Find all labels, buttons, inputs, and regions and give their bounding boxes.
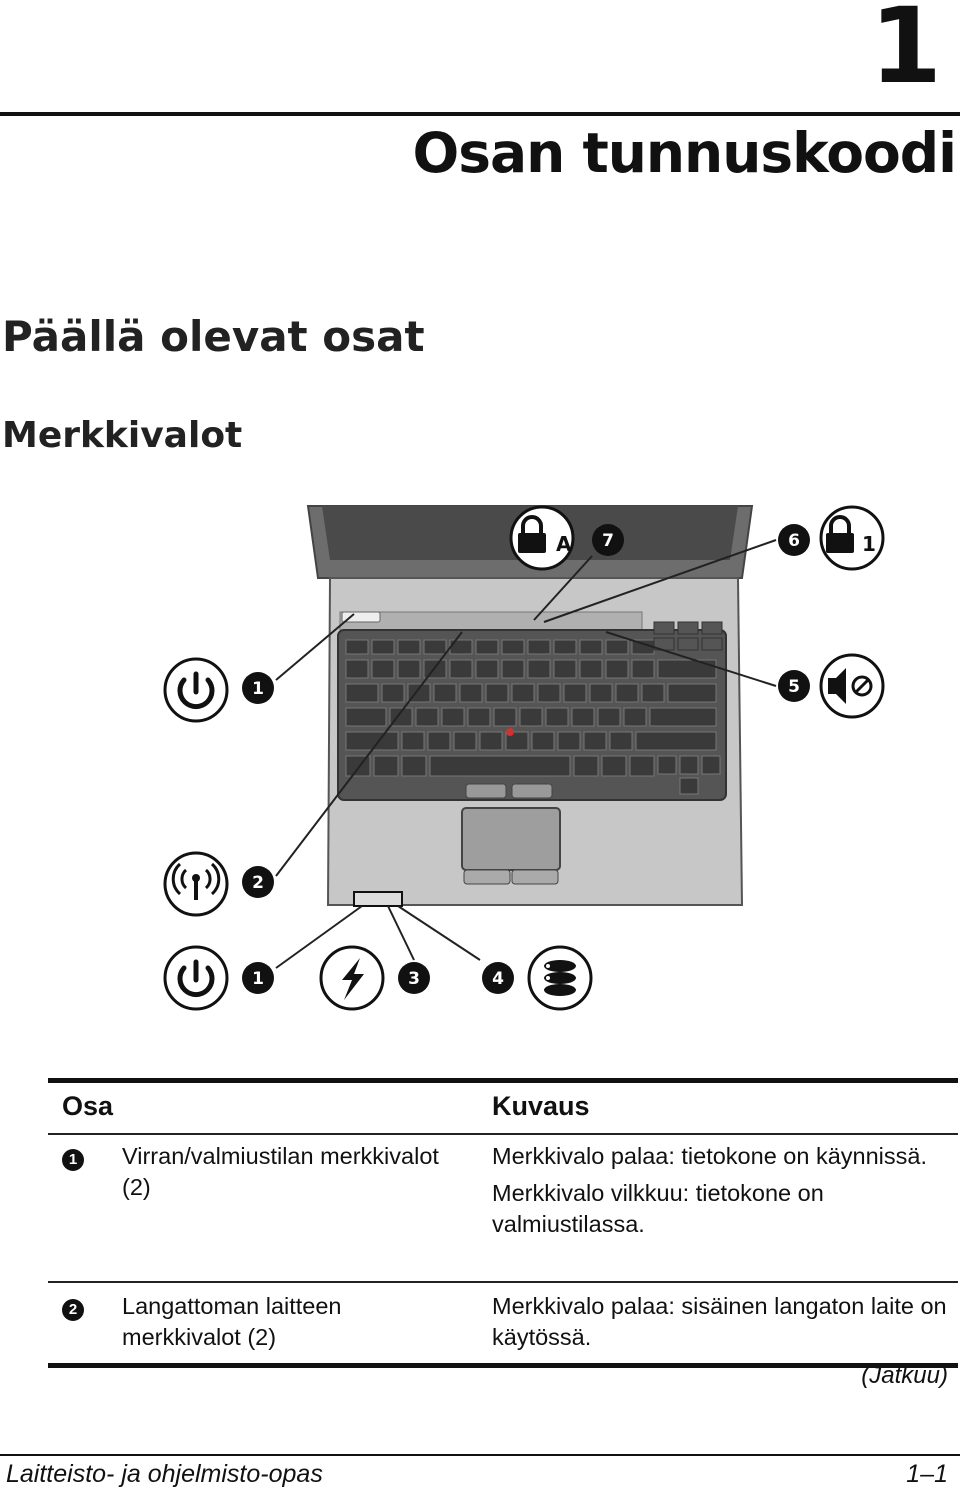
section-title: Päällä olevat osat — [2, 312, 425, 361]
callout-label-6: 6 — [788, 531, 800, 551]
table-bottom-rule — [48, 1363, 958, 1368]
pointing-stick-right-button — [512, 784, 552, 798]
row-number: 2 — [62, 1299, 84, 1321]
indicator-lights-table — [48, 1078, 958, 1368]
touchpad-right-button — [512, 870, 558, 884]
touchpad — [462, 808, 560, 870]
footer-guide-title: Laitteisto- ja ohjelmisto-opas — [6, 1460, 323, 1488]
description-line: Merkkivalo palaa: tietokone on käynnissä. — [492, 1143, 927, 1169]
wireless-icon — [165, 853, 227, 915]
header-rule — [48, 1133, 958, 1135]
subsection-title: Merkkivalot — [2, 415, 243, 456]
callout-label-1: 1 — [252, 679, 264, 699]
continued-note: (Jatkuu) — [861, 1362, 948, 1389]
row-description — [492, 1291, 952, 1353]
battery-charge-icon — [321, 947, 383, 1009]
chapter-title: Osan tunnuskoodi — [412, 121, 956, 185]
header-description: Kuvaus — [492, 1091, 590, 1121]
num-lock-icon — [821, 507, 883, 569]
callout-label-3: 3 — [408, 969, 420, 989]
mute-icon — [821, 655, 883, 717]
row-description — [492, 1141, 952, 1240]
caps-lock-label: A — [556, 532, 572, 556]
power-icon-front — [165, 947, 227, 1009]
callout-label-7: 7 — [602, 531, 614, 551]
power-icon — [165, 659, 227, 721]
drive-icon — [529, 947, 591, 1009]
footer-rule — [0, 1454, 960, 1456]
pointing-stick — [506, 728, 514, 736]
footer-page-number: 1–1 — [906, 1460, 948, 1488]
pointing-stick-left-button — [466, 784, 506, 798]
table-row — [48, 1291, 958, 1363]
laptop-top-view-figure — [150, 496, 950, 1026]
chapter-number: 1 — [869, 0, 942, 107]
row-part: Langattoman laitteen merkkivalot (2) — [122, 1293, 342, 1350]
callout-label-4: 4 — [492, 969, 504, 989]
caps-lock-icon — [511, 507, 573, 569]
description-line: Merkkivalo palaa: sisäinen langaton laite on käytössä. — [492, 1293, 947, 1350]
callout-label-1-front: 1 — [252, 969, 264, 989]
chapter-divider — [0, 112, 960, 116]
header-part: Osa — [62, 1091, 114, 1121]
description-line: Merkkivalo vilkkuu: tietokone on valmiustilassa. — [492, 1180, 824, 1237]
row-number: 1 — [62, 1149, 84, 1171]
table-row — [48, 1141, 958, 1281]
row-part: Virran/valmiustilan merkkivalot (2) — [122, 1143, 439, 1200]
front-lights-box — [354, 892, 402, 906]
num-lock-label: 1 — [862, 532, 876, 556]
control-strip — [340, 612, 642, 630]
callout-label-2: 2 — [252, 873, 264, 893]
touchpad-left-button — [464, 870, 510, 884]
table-header — [48, 1083, 958, 1133]
row-rule — [48, 1281, 958, 1283]
callout-label-5: 5 — [788, 677, 800, 697]
